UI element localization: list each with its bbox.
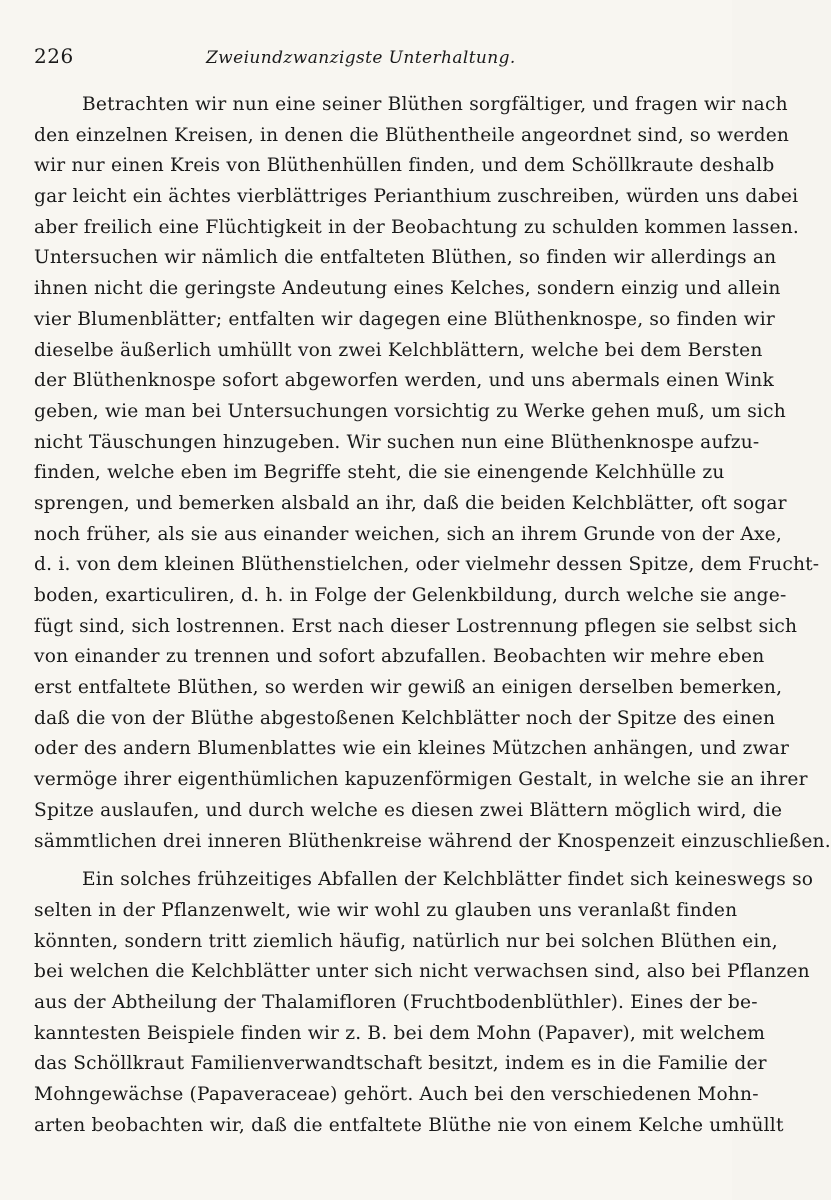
text-line: Untersuchen wir nämlich die entfalteten Blüthen, so finden wir allerdings an xyxy=(34,247,777,269)
text-line: Mohngewächse (Papaveraceae) gehört. Auch bei den verschiedenen Mohn- xyxy=(34,1084,759,1105)
text-line: nicht Täuschungen hinzugeben. Wir suchen nun eine Blüthenknospe aufzu- xyxy=(34,431,760,453)
text-line: Betrachten wir nun eine seiner Blüthen sorgfältiger, und fragen wir nach xyxy=(82,94,788,115)
text-line: boden, exarticuliren, d. h. in Folge der Gelenkbildung, durch welche sie ange- xyxy=(34,585,787,606)
text-line: könnten, sondern tritt ziemlich häufig, natürlich nur bei solchen Blüthen ein, xyxy=(34,930,778,952)
text-line: oder des andern Blumenblattes wie ein kleines Mützchen anhängen, und zwar xyxy=(34,738,790,760)
text-line: Ein solches frühzeitiges Abfallen der Kelchblätter findet sich keineswegs so xyxy=(82,869,814,891)
text-line: den einzelnen Kreisen, in denen die Blüthentheile angeordnet sind, so werden xyxy=(34,124,790,146)
text-line: aber freilich eine Flüchtigkeit in der Beobachtung zu schulden kommen lassen. xyxy=(34,216,800,238)
text-line: aus der Abtheilung der Thalamifloren (Fruchtbodenblüthler). Eines der be- xyxy=(34,991,758,1013)
text-line: dieselbe äußerlich umhüllt von zwei Kelchblättern, welche bei dem Bersten xyxy=(34,339,763,361)
paragraph-gap xyxy=(34,857,710,865)
text-line: sämmtlichen drei inneren Blüthenkreise während der Knospenzeit einzuschließen. xyxy=(34,830,831,852)
text-line: gar leicht ein ächtes vierblättriges Perianthium zuschreiben, würden uns dabei xyxy=(34,186,799,208)
chapter-title: Zweiundzwanzigste Unterhaltung. xyxy=(205,48,516,68)
text-line: noch früher, als sie aus einander weichen, sich an ihrem Grunde von der Axe, xyxy=(34,523,782,545)
text-line: der Blüthenknospe sofort abgeworfen werden, und uns abermals einen Wink xyxy=(34,370,774,392)
page-number: 226 xyxy=(34,44,74,68)
text-line: sprengen, und bemerken alsbald an ihr, daß die beiden Kelchblätter, oft sogar xyxy=(34,492,787,514)
body-text xyxy=(34,90,831,1141)
text-line: ihnen nicht die geringste Andeutung eines Kelches, sondern einzig und allein xyxy=(34,278,781,300)
text-line: Spitze auslaufen, und durch welche es diesen zwei Blättern möglich wird, die xyxy=(34,799,783,821)
text-line: vermöge ihrer eigenthümlichen kapuzenförmigen Gestalt, in welche sie an ihrer xyxy=(34,769,808,791)
text-line: erst entfaltete Blüthen, so werden wir gewiß an einigen derselben bemerken, xyxy=(34,677,783,699)
text-line: arten beobachten wir, daß die entfaltete Blüthe nie von einem Kelche umhüllt xyxy=(34,1114,784,1136)
text-line: kanntesten Beispiele finden wir z. B. bei dem Mohn (Papaver), mit welchem xyxy=(34,1022,766,1044)
paragraph xyxy=(34,90,831,857)
text-line: daß die von der Blüthe abgestoßenen Kelchblätter noch der Spitze des einen xyxy=(34,707,776,729)
text-line: wir nur einen Kreis von Blüthenhüllen finden, und dem Schöllkraute deshalb xyxy=(34,155,775,177)
text-line: finden, welche eben im Begriffe steht, die sie einengende Kelchhülle zu xyxy=(34,462,725,484)
text-line: geben, wie man bei Untersuchungen vorsichtig zu Werke gehen muß, um sich xyxy=(34,400,786,422)
paragraph xyxy=(34,865,814,1141)
text-line: bei welchen die Kelchblätter unter sich nicht verwachsen sind, also bei Pflanzen xyxy=(34,961,810,983)
text-line: fügt sind, sich lostrennen. Erst nach dieser Lostrennung pflegen sie selbst sich xyxy=(34,615,798,637)
text-line: selten in der Pflanzenwelt, wie wir wohl zu glauben uns veranlaßt finden xyxy=(34,899,738,921)
running-head xyxy=(34,44,698,72)
text-line: von einander zu trennen und sofort abzufallen. Beobachten wir mehre eben xyxy=(34,646,765,668)
text-line: vier Blumenblätter; entfalten wir dagegen eine Blüthenknospe, so finden wir xyxy=(34,308,776,330)
text-line: das Schöllkraut Familienverwandtschaft besitzt, indem es in die Familie der xyxy=(34,1053,767,1075)
text-line: d. i. von dem kleinen Blüthenstielchen, oder vielmehr dessen Spitze, dem Frucht- xyxy=(34,554,820,576)
